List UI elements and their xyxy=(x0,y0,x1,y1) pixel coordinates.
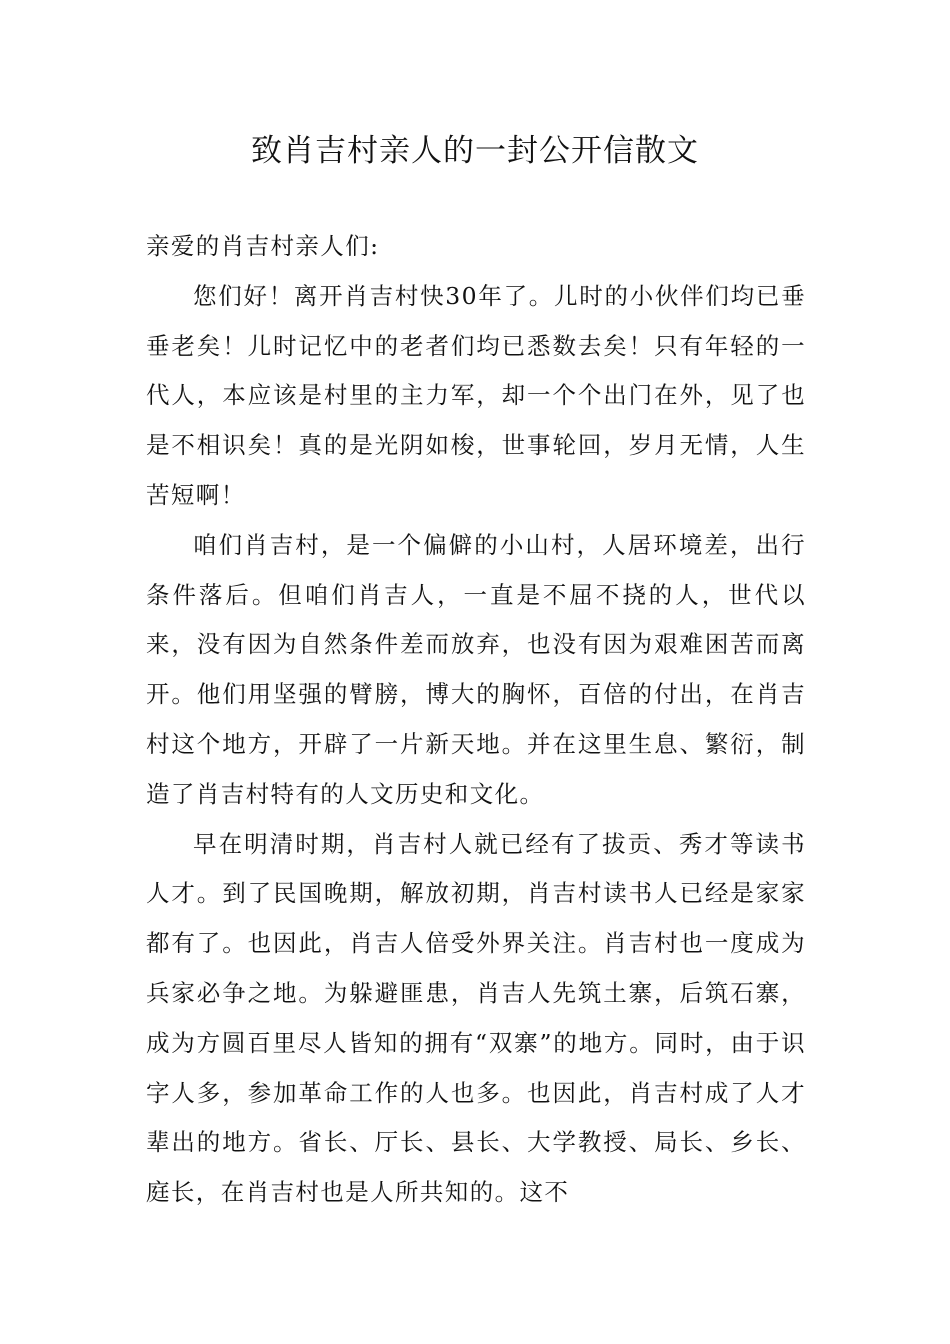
salutation: 亲爱的肖吉村亲人们: xyxy=(146,232,380,260)
paragraph-history: 早在明清时期，肖吉村人就已经有了拔贡、秀才等读书人才。到了民国晚期，解放初期，肖吉村读书人已经是家家都有了。也因此，肖吉人倍受外界关注。肖吉村也一度成为兵家必争之地。为躲避匪患，肖吉人先筑土寨，后筑石寨，成为方圆百里尽人皆知的拥有“双寨”的地方。同时，由于识字人多，参加革命工作的人也多。也因此，肖吉村成了人才辈出的地方。省长、厅长、县长、大学教授、局长、乡长、庭长，在肖吉村也是人所共知的。这不 xyxy=(146,829,806,1207)
document-title: 致肖吉村亲人的一封公开信散文 xyxy=(251,133,699,169)
letter-body xyxy=(146,222,806,1218)
paragraph-greeting: 您们好！离开肖吉村快30年了。儿时的小伙伴们均已垂垂老矣！儿时记忆中的老者们均已悉数去矣！只有年轻的一代人，本应该是村里的主力军，却一个个出门在外，见了也是不相识矣！真的是光阴如梭，世事轮回，岁月无情，人生苦短啊！ xyxy=(146,281,806,509)
paragraph-village: 咱们肖吉村，是一个偏僻的小山村，人居环境差，出行条件落后。但咱们肖吉人，一直是不屈不挠的人，世代以来，没有因为自然条件差而放弃，也没有因为艰难困苦而离开。他们用坚强的臂膀，博大的胸怀，百倍的付出，在肖吉村这个地方，开辟了一片新天地。并在这里生息、繁衍，制造了肖吉村特有的人文历史和文化。 xyxy=(146,530,806,808)
